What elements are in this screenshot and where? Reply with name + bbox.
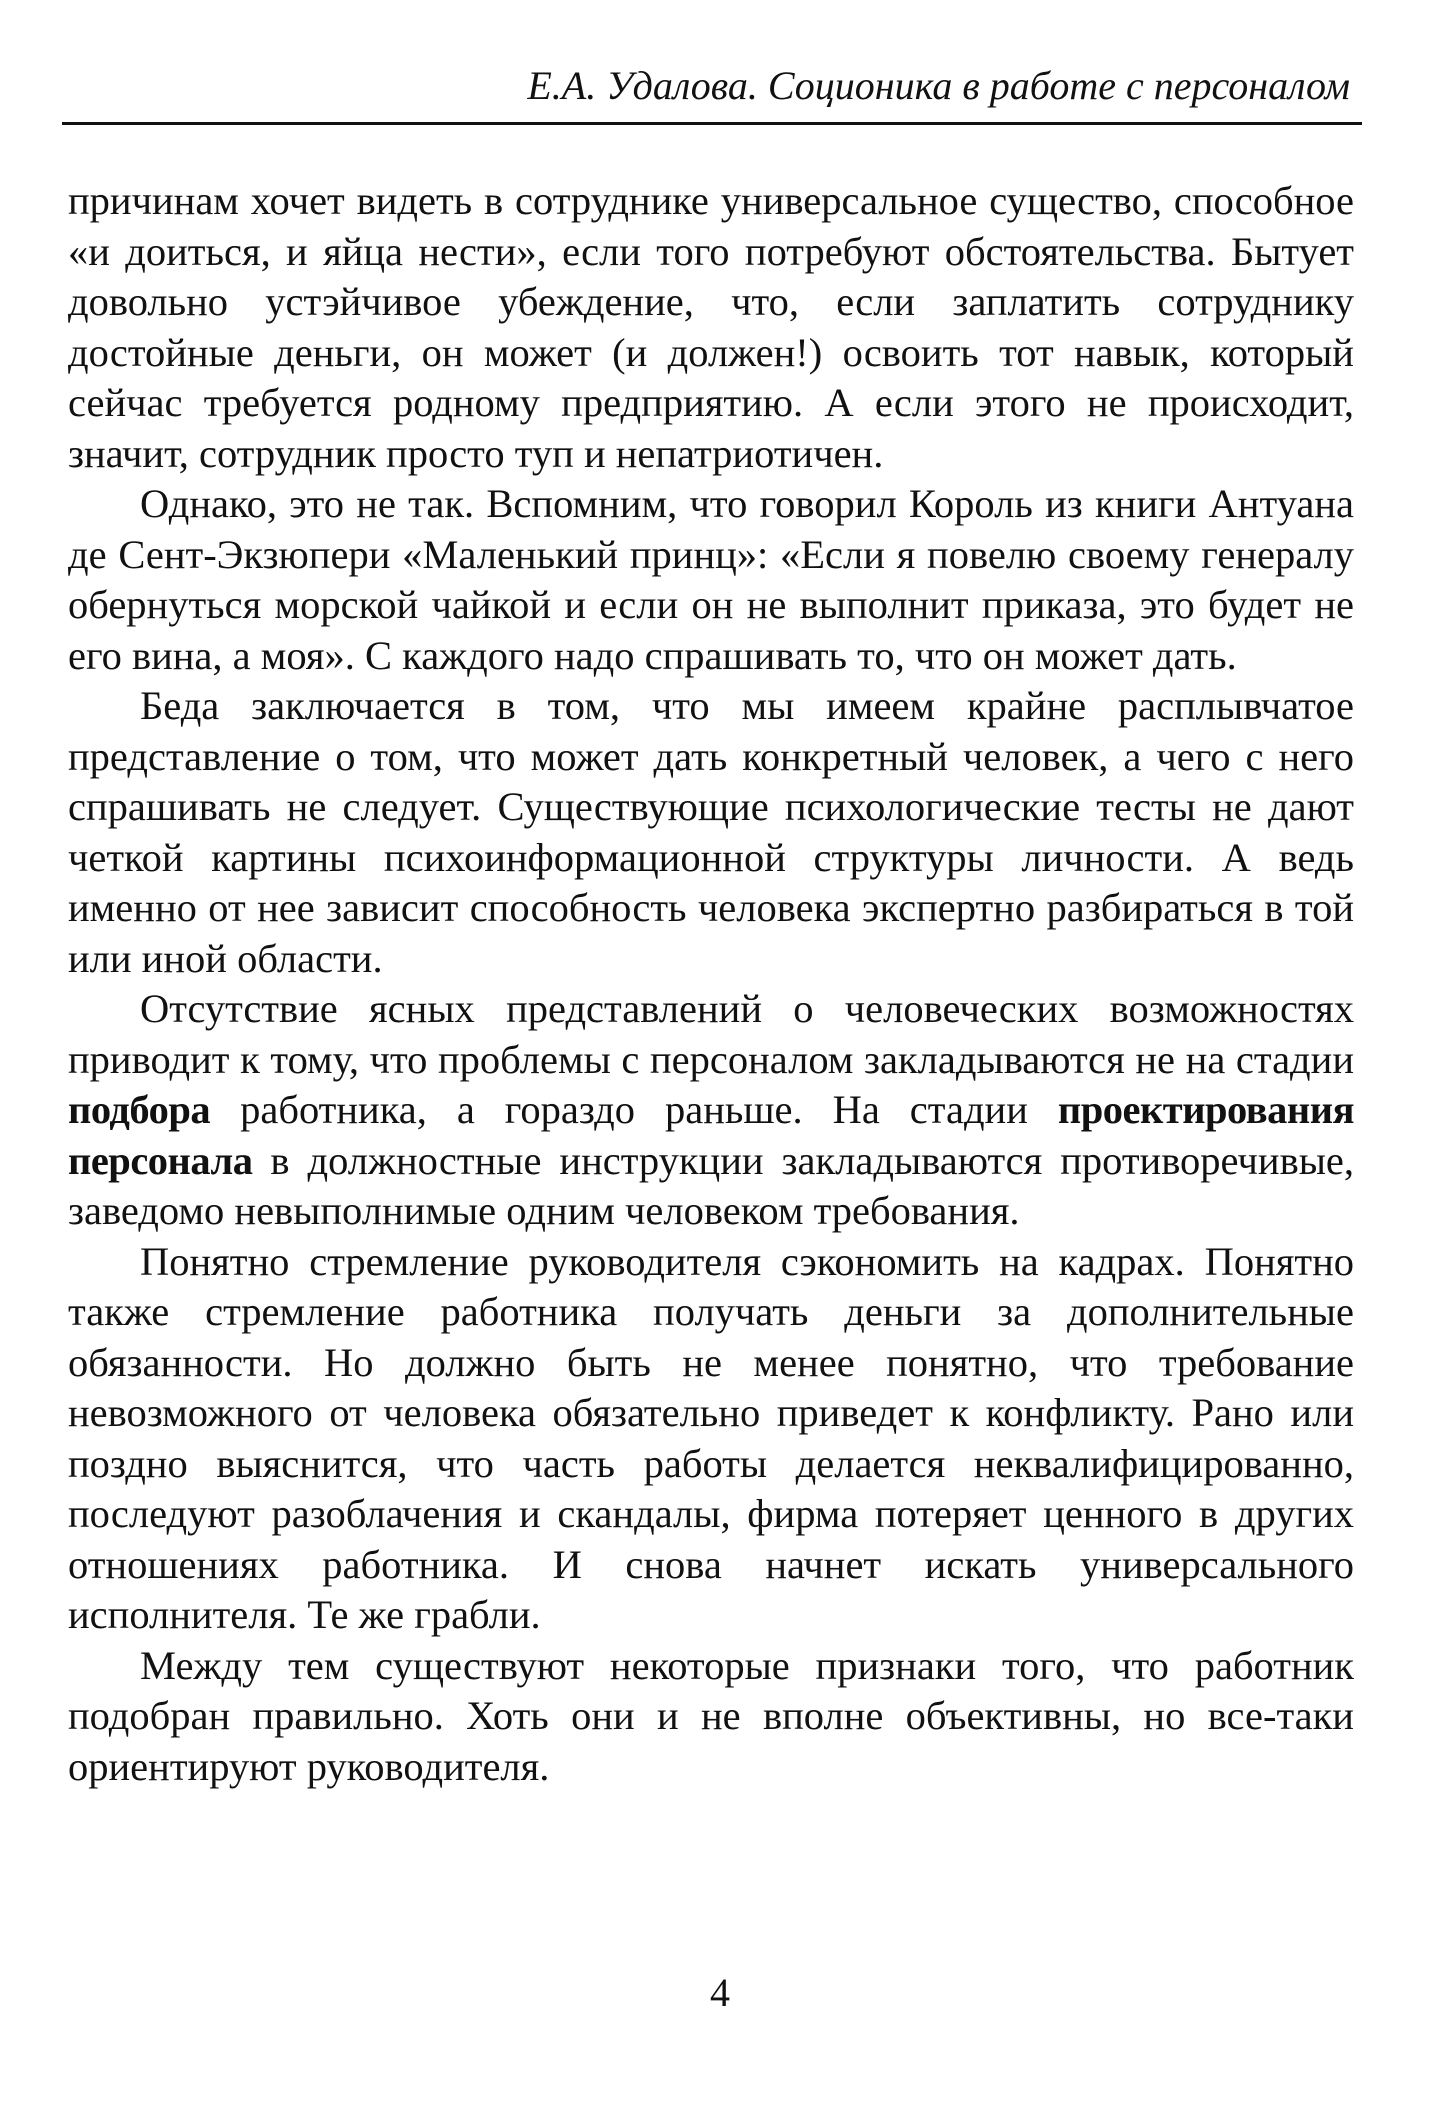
paragraph-1: причинам хочет видеть в сотруднике универсальное существо, способное «и доиться, и яйца нести», если того потребуют обстоятельства. Бытует довольно устэйчивое убеждение, что, если заплатить сотруднику достойные деньги, он может (и должен!) освоить тот навык, который сейчас требуется родному предприятию. А если этого не происходит, значит, сотрудник просто туп и непатриотичен.: [68, 178, 1354, 476]
term-staff-design: проектирования персонала: [68, 1087, 1354, 1183]
paragraph-6: Между тем существуют некоторые признаки того, что работник подобран правильно. Хоть они и не вполне объективны, но все-таки ориентируют руководителя.: [68, 1642, 1354, 1789]
header-rule: [62, 122, 1362, 125]
paragraph-5: Понятно стремление руководителя сэкономить на кадрах. Понятно также стремление работника получать деньги за дополнительные обязанности. Но должно быть не менее понятно, что требование невозможного от человека обязательно приведет к конфликту. Рано или поздно выяснится, что часть работы делается неквалифицированно, последуют разоблачения и скандалы, фирма потеряет ценного в других отношениях работника. И снова начнет искать универсального исполнителя. Те же грабли.: [68, 1238, 1354, 1637]
paragraph-4-text-3: в должностные инструкции закладываются противоречивые, заведомо невыполнимые одним человеком требования.: [68, 1137, 1354, 1233]
paragraph-4-text-1: Отсутствие ясных представлений о человеческих возможностях приводит к тому, что проблемы с персоналом закладываются не на стадии: [68, 986, 1354, 1082]
term-selection: подбора: [68, 1087, 211, 1132]
paragraph-2: Однако, это не так. Вспомним, что говорил Король из книги Антуана де Сент-Экзюпери «Маленький принц»: «Если я повелю своему генералу обернуться морской чайкой и если он не выполнит приказа, это будет не его вина, а моя». С каждого надо спрашивать то, что он может дать.: [68, 481, 1354, 678]
body-text: [68, 176, 1354, 1792]
running-header: Е.А. Удалова. Соционика в работе с персоналом: [527, 63, 1350, 108]
paragraph-4-text-2: работника, а гораздо раньше. На стадии: [210, 1087, 1058, 1132]
page-number: 4: [710, 1970, 730, 2015]
paragraph-4: [68, 984, 1354, 1237]
paragraph-3: Беда заключается в том, что мы имеем крайне расплывчатое представление о том, что может дать конкретный человек, а чего с него спрашивать не следует. Существующие психологические тесты не дают четкой картины психоинформационной структуры личности. А ведь именно от нее зависит способность человека экспертно разбираться в той или иной области.: [68, 683, 1354, 981]
